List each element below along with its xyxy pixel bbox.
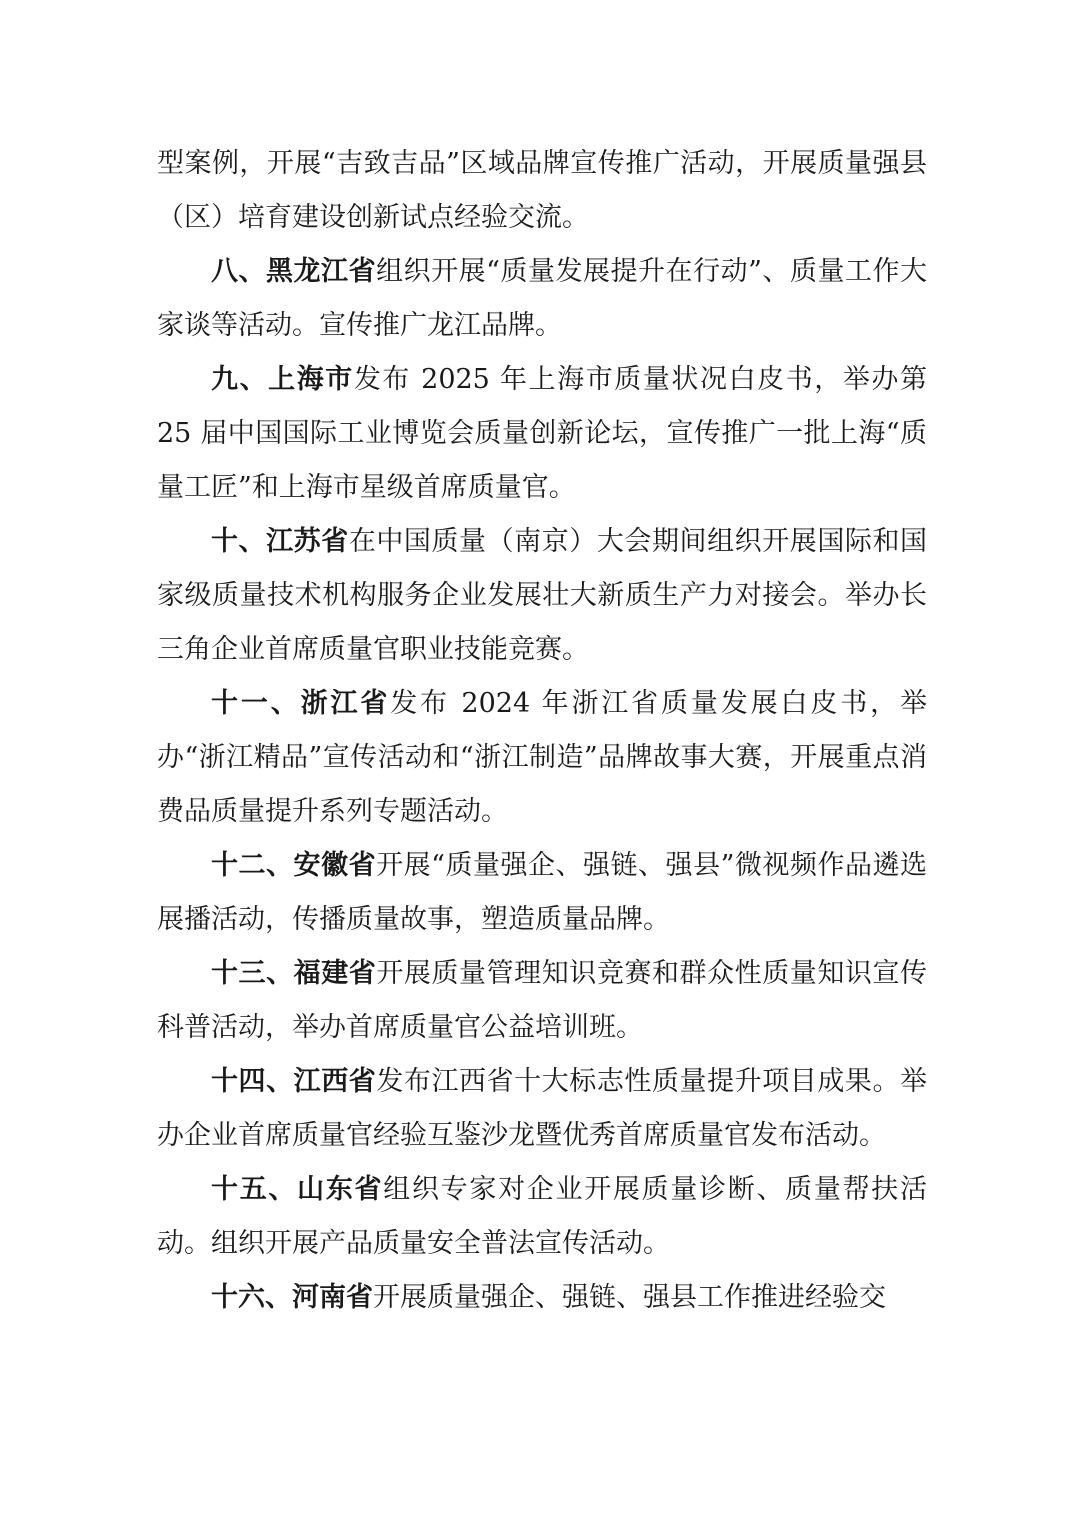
paragraph-lead: 八、黑龙江省 [211,256,377,287]
paragraph-shanghai [157,353,927,515]
paragraph-text: 开展质量强企、强链、强县工作推进经验交 [373,1282,886,1313]
paragraph-henan [157,1271,927,1325]
paragraph-text: 型案例，开展“吉致吉品”区域品牌宣传推广活动，开展质量强县（区）培育建设创新试点经验交流。 [157,148,927,233]
document-body [157,137,927,1325]
paragraph-text: 发布江西省十大标志性质量提升项目成果。举办企业首席质量官经验互鉴沙龙暨优秀首席质量官发布活动。 [157,1066,928,1151]
paragraph-lead: 十、江苏省 [211,526,349,557]
paragraph-lead: 十二、安徽省 [211,850,377,881]
paragraph-text: 组织开展“质量发展提升在行动”、质量工作大家谈等活动。宣传推广龙江品牌。 [157,256,927,341]
paragraph-continuation [157,137,927,245]
paragraph-lead: 九、上海市 [211,364,354,395]
paragraph-anhui [157,839,927,947]
paragraph-jiangsu [157,515,927,677]
paragraph-text: 开展质量管理知识竞赛和群众性质量知识宣传科普活动，举办首席质量官公益培训班。 [157,958,928,1043]
paragraph-shandong [157,1163,927,1271]
paragraph-zhejiang [157,677,927,839]
paragraph-text: 发布 2024 年浙江省质量发展白皮书，举办“浙江精品”宣传活动和“浙江制造”品牌故事大赛，开展重点消费品质量提升系列专题活动。 [157,688,927,827]
paragraph-text: 组织专家对企业开展质量诊断、质量帮扶活动。组织开展产品质量安全普法宣传活动。 [157,1174,927,1259]
paragraph-heilongjiang [157,245,927,353]
paragraph-fujian [157,947,927,1055]
paragraph-jiangxi [157,1055,927,1163]
paragraph-text: 开展“质量强企、强链、强县”微视频作品遴选展播活动，传播质量故事，塑造质量品牌。 [157,850,927,935]
paragraph-lead: 十五、山东省 [211,1174,384,1205]
paragraph-lead: 十三、福建省 [211,958,377,989]
paragraph-lead: 十六、河南省 [211,1282,373,1313]
paragraph-text: 发布 2025 年上海市质量状况白皮书，举办第 25 届中国国际工业博览会质量创新论坛，宣传推广一批上海“质量工匠”和上海市星级首席质量官。 [157,364,927,503]
paragraph-text: 在中国质量（南京）大会期间组织开展国际和国家级质量技术机构服务企业发展壮大新质生产力对接会。举办长三角企业首席质量官职业技能竞赛。 [157,526,928,665]
paragraph-lead: 十一、浙江省 [211,688,391,719]
paragraph-lead: 十四、江西省 [211,1066,377,1097]
